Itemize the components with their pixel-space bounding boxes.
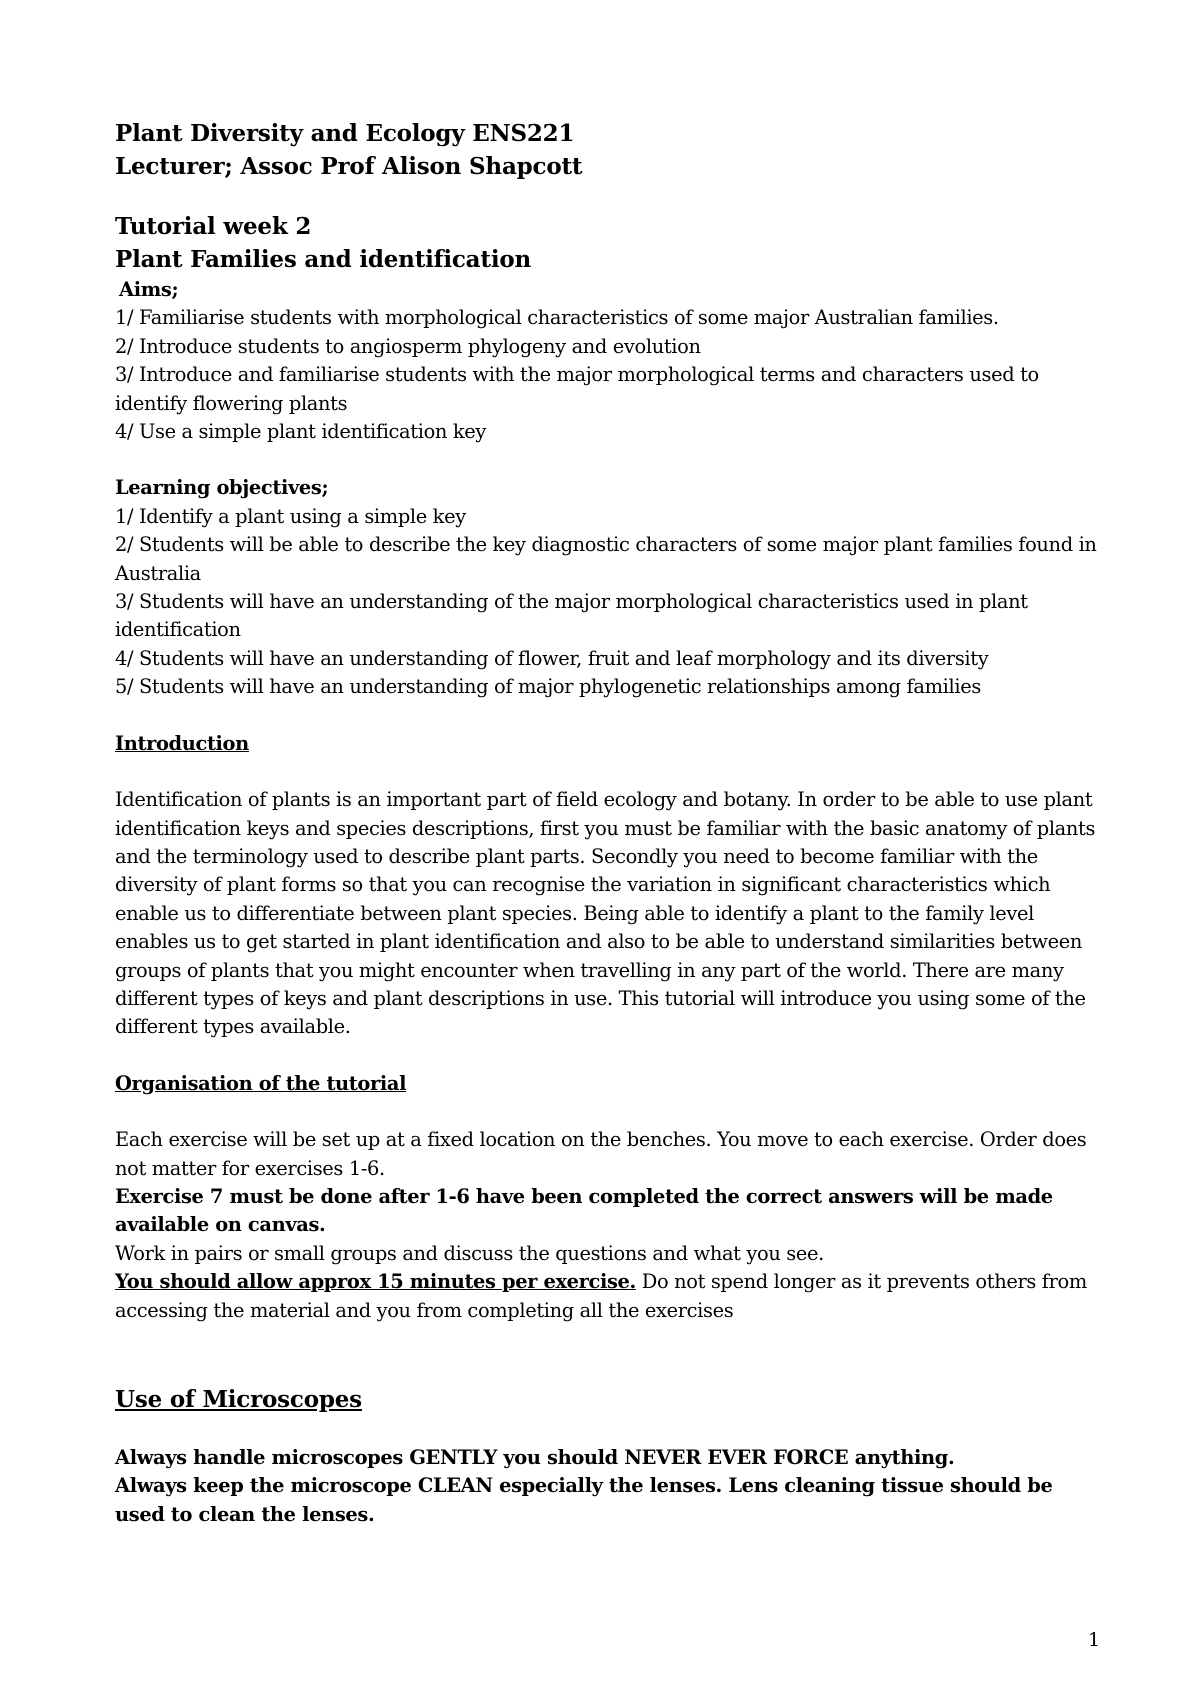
aim-item: 4/ Use a simple plant identification key <box>115 420 486 444</box>
objectives-section <box>115 474 1105 701</box>
aims-section <box>115 276 1105 446</box>
time-allowance-note: Do not spend longer as it prevents others from accessing the material and you from completing all the exercises <box>115 1270 1087 1322</box>
introduction-body: Identification of plants is an important part of field ecology and botany. In order to be able to use plant identification keys and species descriptions, first you must be familiar with the basic anatomy of plants and the terminology used to describe plant parts. Secondly you need to become familiar with the diversity of plant forms so that you can recognise the variation in significant characteristics which enable us to differentiate between plant species. Being able to identify a plant to the family level enables us to get started in plant identification and also to be able to understand similarities between groups of plants that you might encounter when travelling in any part of the world. There are many different types of keys and plant descriptions in use. This tutorial will introduce you using some of the different types available. <box>115 788 1096 1039</box>
aim-item: 2/ Introduce students to angiosperm phylogeny and evolution <box>115 334 701 358</box>
aim-item: 1/ Familiarise students with morphological characteristics of some major Australian families. <box>115 306 999 330</box>
objective-item: 4/ Students will have an understanding of flower, fruit and leaf morphology and its diversity <box>115 646 989 670</box>
tutorial-week: Tutorial week 2 <box>115 213 312 240</box>
organisation-para-4 <box>115 1268 1105 1325</box>
tutorial-topic: Plant Families and identification <box>115 246 532 273</box>
objective-item: 5/ Students will have an understanding of major phylogenetic relationships among families <box>115 675 981 699</box>
microscope-rule-1: Always handle microscopes GENTLY you should NEVER EVER FORCE anything. <box>115 1446 955 1469</box>
course-title: Plant Diversity and Ecology ENS221 <box>115 120 575 147</box>
objective-item: 1/ Identify a plant using a simple key <box>115 504 466 528</box>
microscope-rule-2: Always keep the microscope CLEAN especially the lenses. Lens cleaning tissue should be used to clean the lenses. <box>115 1474 1053 1526</box>
organisation-para-1: Each exercise will be set up at a fixed location on the benches. You move to each exercise. Order does not matter for exercises 1-6. <box>115 1128 1087 1180</box>
microscopes-heading: Use of Microscopes <box>115 1386 362 1413</box>
organisation-para-2: Exercise 7 must be done after 1-6 have been completed the correct answers will be made available on canvas. <box>115 1184 1053 1237</box>
document-body <box>115 117 1105 1529</box>
aims-heading: Aims; <box>119 278 179 301</box>
objective-item: 3/ Students will have an understanding of the major morphological characteristics used in plant identification <box>115 590 1028 642</box>
page-number: 1 <box>1088 1629 1101 1651</box>
objectives-heading: Learning objectives; <box>115 476 329 500</box>
time-allowance: You should allow approx 15 minutes per exercise. <box>115 1270 636 1294</box>
microscopes-section <box>115 1383 1105 1529</box>
introduction-heading: Introduction <box>115 731 249 755</box>
organisation-heading: Organisation of the tutorial <box>115 1071 407 1095</box>
introduction-section <box>115 730 1105 1042</box>
aim-item: 3/ Introduce and familiarise students with the major morphological terms and characters used to identify flowering plants <box>115 363 1039 415</box>
organisation-para-3: Work in pairs or small groups and discuss the questions and what you see. <box>115 1241 824 1265</box>
objective-item: 2/ Students will be able to describe the key diagnostic characters of some major plant families found in Australia <box>115 533 1097 585</box>
lecturer-line: Lecturer; Assoc Prof Alison Shapcott <box>115 153 583 180</box>
organisation-section <box>115 1070 1105 1325</box>
